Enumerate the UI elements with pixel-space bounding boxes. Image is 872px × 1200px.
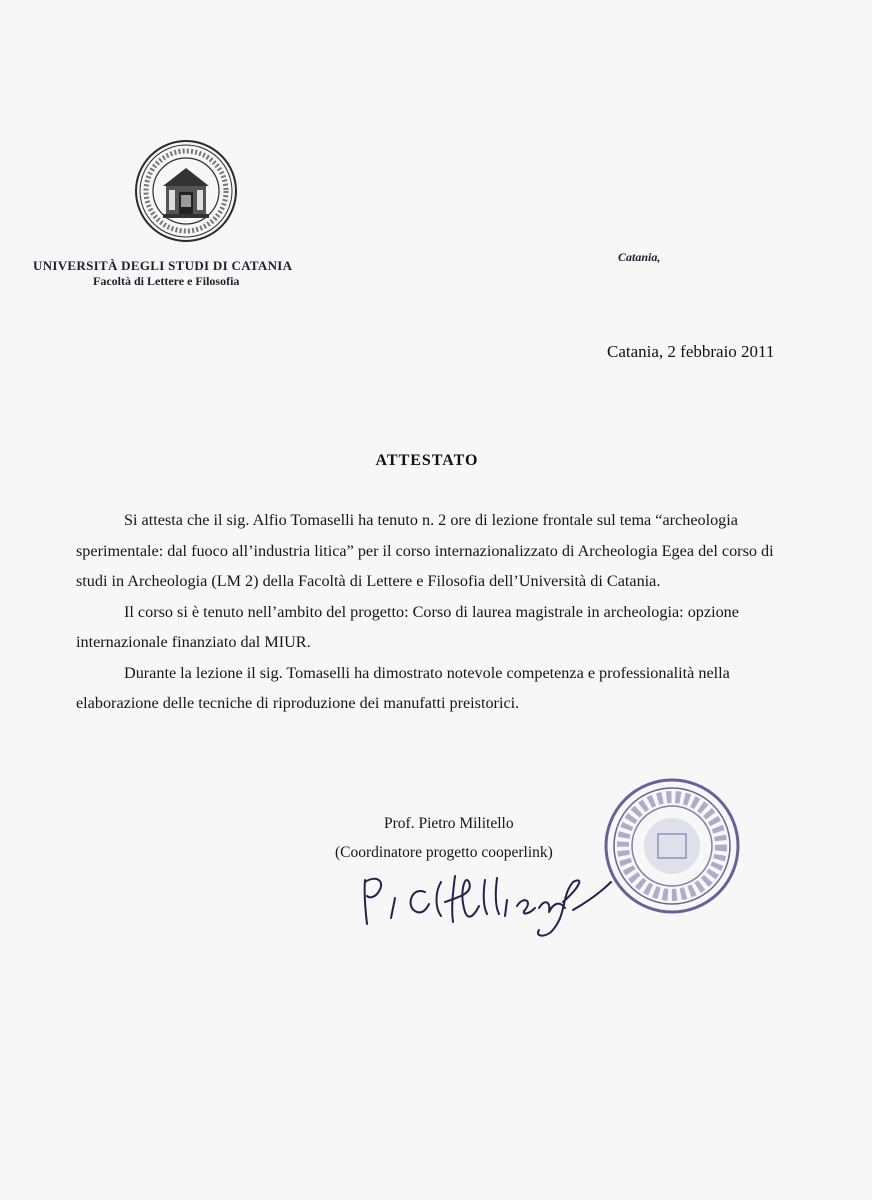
paragraph-1: Si attesta che il sig. Alfio Tomaselli ha tenuto n. 2 ore di lezione frontale sul tema “archeologia sperimentale: dal fuoco all’industria litica” per il corso internazionalizzato di Archeologia Egea del corso di studi in Archeologia (LM 2) della Facoltà di Lettere e Filosofia dell’Università di Catania. xyxy=(76,511,774,590)
document-date: Catania, 2 febbraio 2011 xyxy=(607,342,775,361)
university-seal-icon xyxy=(133,138,239,244)
university-name: UNIVERSITÀ DEGLI STUDI DI CATANIA xyxy=(33,258,293,273)
faculty-name: Facoltà di Lettere e Filosofia xyxy=(93,274,240,288)
signatory-role: (Coordinatore progetto cooperlink) xyxy=(335,844,553,861)
university-stamp-icon xyxy=(592,778,752,918)
header-city: Catania, xyxy=(618,250,661,264)
document-title: ATTESTATO xyxy=(375,452,479,469)
signatory-name: Prof. Pietro Militello xyxy=(384,815,514,832)
paragraph-2: Il corso si è tenuto nell’ambito del progetto: Corso di laurea magistrale in archeologia: opzione internazionale finanziato dal MIUR. xyxy=(76,602,739,651)
paragraph-3: Durante la lezione il sig. Tomaselli ha dimostrato notevole competenza e professionalità nella elaborazione delle tecniche di riproduzione dei manufatti preistorici. xyxy=(76,663,730,712)
certificate-body xyxy=(76,505,776,719)
handwritten-signature-icon xyxy=(355,852,615,942)
